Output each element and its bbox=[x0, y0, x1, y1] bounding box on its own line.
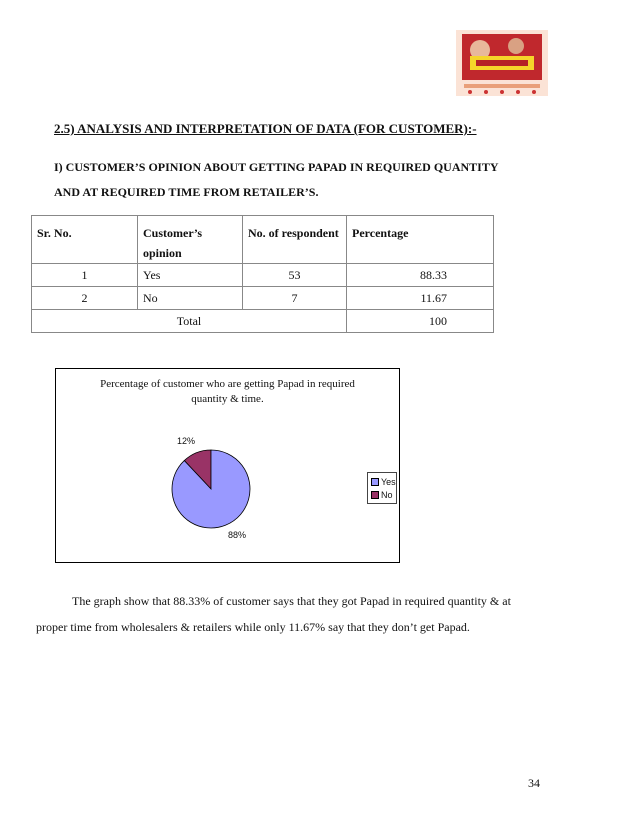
legend-swatch-no bbox=[371, 491, 379, 499]
cell-sr: 2 bbox=[32, 287, 138, 310]
paragraph-line-2: proper time from wholesalers & retailers while only 11.67% say that they don’t get Papad. bbox=[36, 620, 470, 634]
legend-swatch-yes bbox=[371, 478, 379, 486]
cell-respondents: 7 bbox=[243, 287, 347, 310]
cell-opinion: No bbox=[138, 287, 243, 310]
chart-legend bbox=[367, 472, 397, 504]
cell-sr: 1 bbox=[32, 264, 138, 287]
subheading-line-1: I) CUSTOMER’S OPINION ABOUT GETTING PAPAD IN REQUIRED QUANTITY bbox=[54, 160, 499, 174]
cell-opinion: Yes bbox=[138, 264, 243, 287]
subheading-line-2: AND AT REQUIRED TIME FROM RETAILER’S. bbox=[54, 185, 319, 199]
cell-respondents: 53 bbox=[243, 264, 347, 287]
total-percentage: 100 bbox=[347, 310, 494, 333]
pie-label-yes: 88% bbox=[228, 530, 247, 540]
legend-item-no bbox=[371, 490, 393, 500]
header-opinion: Customer’s opinion bbox=[138, 216, 243, 264]
pie-label-no: 12% bbox=[177, 436, 196, 446]
header-sr-no: Sr. No. bbox=[32, 216, 138, 264]
section-title: 2.5) ANALYSIS AND INTERPRETATION OF DATA (FOR CUSTOMER):- bbox=[54, 121, 477, 136]
legend-label-no: No bbox=[381, 490, 393, 500]
page-number: 34 bbox=[528, 776, 540, 790]
total-label: Total bbox=[32, 310, 347, 333]
header-respondents: No. of respondent bbox=[243, 216, 347, 264]
pie-slice-yes bbox=[172, 450, 250, 528]
header-percentage: Percentage bbox=[347, 216, 494, 264]
cell-percentage: 88.33 bbox=[347, 264, 494, 287]
cell-percentage: 11.67 bbox=[347, 287, 494, 310]
paragraph-line-1: The graph show that 88.33% of customer says that they got Papad in required quantity & at bbox=[72, 594, 511, 608]
legend-item-yes bbox=[371, 477, 396, 487]
chart-title-line-2: quantity & time. bbox=[191, 393, 264, 405]
chart-title-line-1: Percentage of customer who are getting Papad in required bbox=[100, 378, 355, 390]
legend-label-yes: Yes bbox=[381, 477, 396, 487]
